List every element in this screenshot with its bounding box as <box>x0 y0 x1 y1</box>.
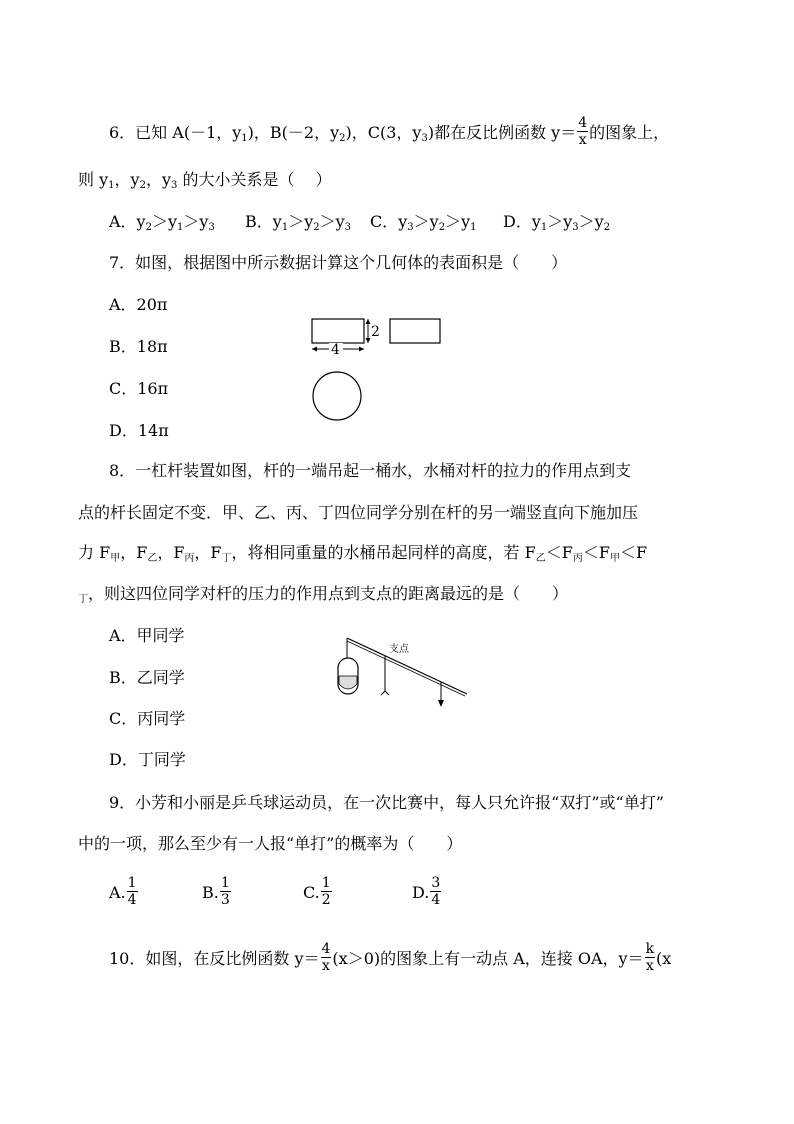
q7-three-views-figure <box>300 310 450 425</box>
q7-top-view-circle <box>313 372 361 420</box>
q7-side-view-rect <box>390 319 440 343</box>
q6-line1: 6．已知 A(－1，$y_1$)，B(－2，$y_2$)，C(3，$y_3$)都在反比例函数 y＝ $\frac{4}{x}$ 的图象上， <box>109 115 670 148</box>
q8-line1: 8．一杠杆装置如图，杆的一端吊起一桶水，水桶对杆的拉力的作用点到支 <box>109 461 632 480</box>
q7-height-arrow-top-icon <box>366 319 371 324</box>
q8-option-a: A．甲同学 <box>109 626 185 645</box>
q9-option-d: D. $\frac{3}{4}$ <box>412 875 441 908</box>
q6-option-a: A．$y_2>y_1>y_3$ <box>109 212 215 233</box>
q8-line2: 点的杆长固定不变．甲、乙、丙、丁四位同学分别在杆的另一端竖直向下施加压 <box>78 503 639 522</box>
q8-option-d: D．丁同学 <box>109 750 186 769</box>
q7-front-view-rect <box>312 319 364 343</box>
q10-line1: 10．如图，在反比例函数 y＝ $\frac{4}{x}$ (x＞0)的图象上有一动点 A，连接 OA，y＝ $\frac{k}{x}$ (x <box>109 941 672 974</box>
q6-option-b: B．$y_1>y_2>y_3$ <box>245 212 352 233</box>
q6-option-d: D．$y_1>y_3>y_2$ <box>503 212 611 233</box>
q6-fraction: $\frac{4}{x}$ <box>578 115 588 148</box>
q10-fraction-1: $\frac{4}{x}$ <box>321 941 331 974</box>
q8-bucket-water <box>339 676 357 689</box>
q8-line4: $_丁$，则这四位同学对杆的压力的作用点到支点的距离最远的是（ ） <box>78 584 569 605</box>
q9-option-c: C. $\frac{1}{2}$ <box>303 875 331 908</box>
q7-stem: 7．如图，根据图中所示数据计算这个几何体的表面积是（ ） <box>109 253 568 272</box>
q7-option-d: D．14π <box>109 421 169 440</box>
q8-fulcrum-base-icon <box>381 691 389 695</box>
q10-fraction-2: $\frac{k}{x}$ <box>645 941 655 974</box>
q7-width-label: 4 <box>331 342 340 358</box>
q8-line3: 力 $F_甲$，$F_乙$，$F_丙$，$F_丁$，将相同重量的水桶吊起同样的高度，若 $F_乙<F_丙<F_甲<F$ <box>78 543 648 564</box>
q6-option-c: C．$y_3>y_2>y_1$ <box>370 212 477 233</box>
q8-option-b: B．乙同学 <box>109 668 185 687</box>
q6-line2: 则 $y_1$，$y_2$，$y_3$ 的大小关系是（ ） <box>78 170 332 191</box>
q9-line1: 9．小芳和小丽是乒乓球运动员，在一次比赛中，每人只允许报“双打”或“单打” <box>109 793 664 812</box>
q7-option-a: A．20π <box>109 295 168 314</box>
q7-height-arrow-bottom-icon <box>366 338 371 343</box>
q8-force-arrow-icon <box>438 700 444 707</box>
q7-width-arrow-left-icon <box>312 347 317 352</box>
q9-line2: 中的一项，那么至少有一人报“单打”的概率为（ ） <box>78 834 463 853</box>
q7-option-b: B．18π <box>109 337 168 356</box>
q7-option-c: C．16π <box>109 379 169 398</box>
q8-fulcrum-label: 支点 <box>389 644 409 655</box>
q8-lever-figure <box>325 632 475 710</box>
q9-option-a: A. $\frac{1}{4}$ <box>109 875 137 908</box>
q7-width-arrow-right-icon <box>359 347 364 352</box>
q9-option-b: B. $\frac{1}{3}$ <box>202 875 230 908</box>
q8-option-c: C．丙同学 <box>109 709 186 728</box>
q7-height-label: 2 <box>371 324 380 340</box>
